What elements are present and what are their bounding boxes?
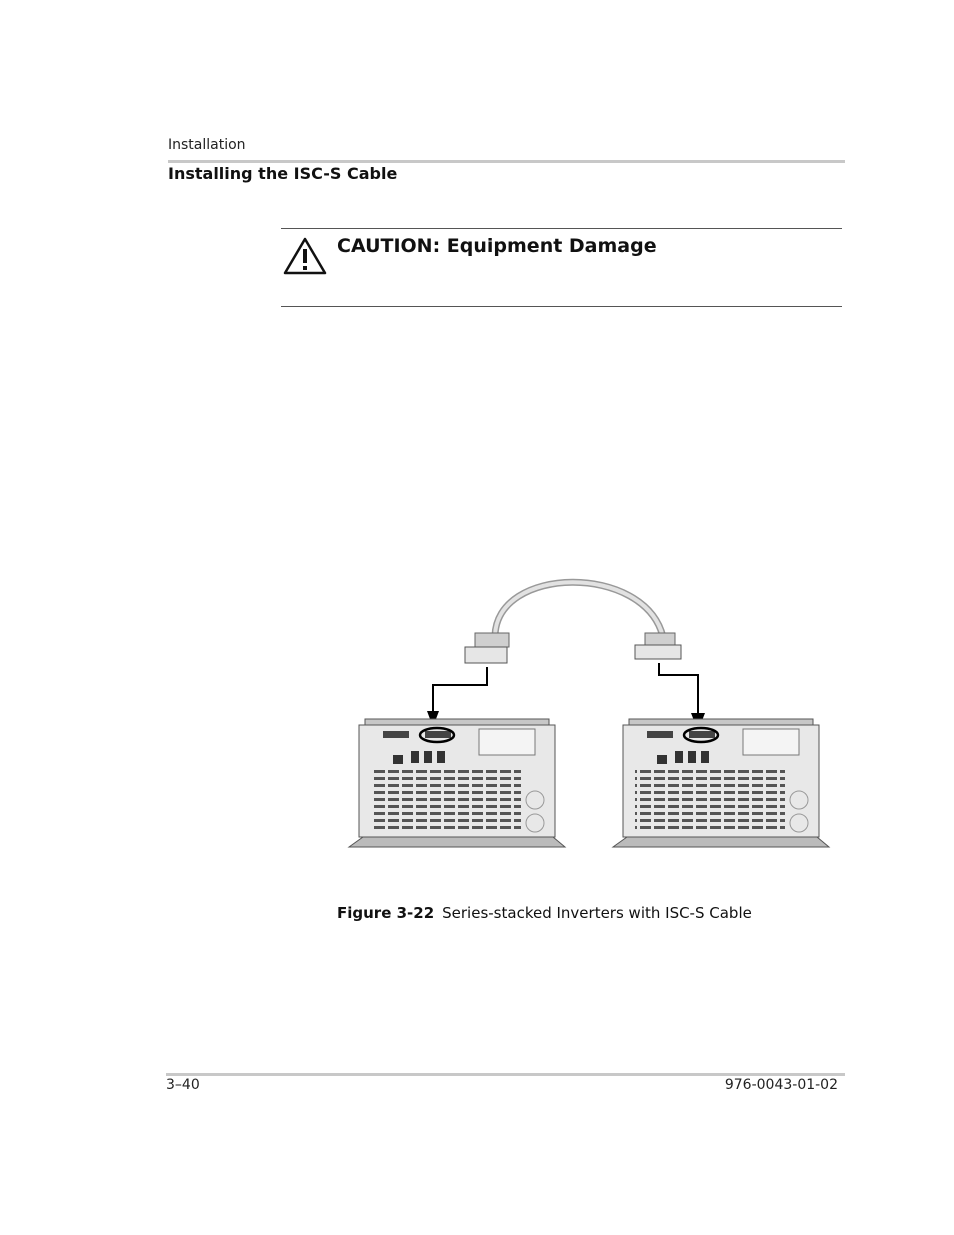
figure-caption (337, 904, 752, 922)
caution-bottom-rule (281, 306, 842, 307)
inverter-unit-1 (349, 719, 565, 847)
warning-triangle-icon (283, 237, 327, 275)
page-number: 3–40 (166, 1077, 200, 1093)
caution-top-rule (281, 228, 842, 229)
document-number: 976-0043-01-02 (724, 1077, 838, 1093)
caution-title: CAUTION: Equipment Damage (337, 235, 657, 257)
header-rule (168, 160, 845, 163)
inverter-unit-2 (613, 719, 829, 847)
section-title: Installing the ISC-S Cable (168, 164, 398, 183)
connection-arrow-left (427, 667, 487, 727)
isc-s-cable (465, 582, 681, 663)
figure-label: Figure 3-22 (337, 904, 435, 922)
inverter-cable-figure (345, 545, 835, 865)
footer-rule (166, 1073, 845, 1076)
running-head: Installation (168, 137, 246, 153)
figure-caption-text: Series-stacked Inverters with ISC-S Cable (442, 904, 752, 922)
